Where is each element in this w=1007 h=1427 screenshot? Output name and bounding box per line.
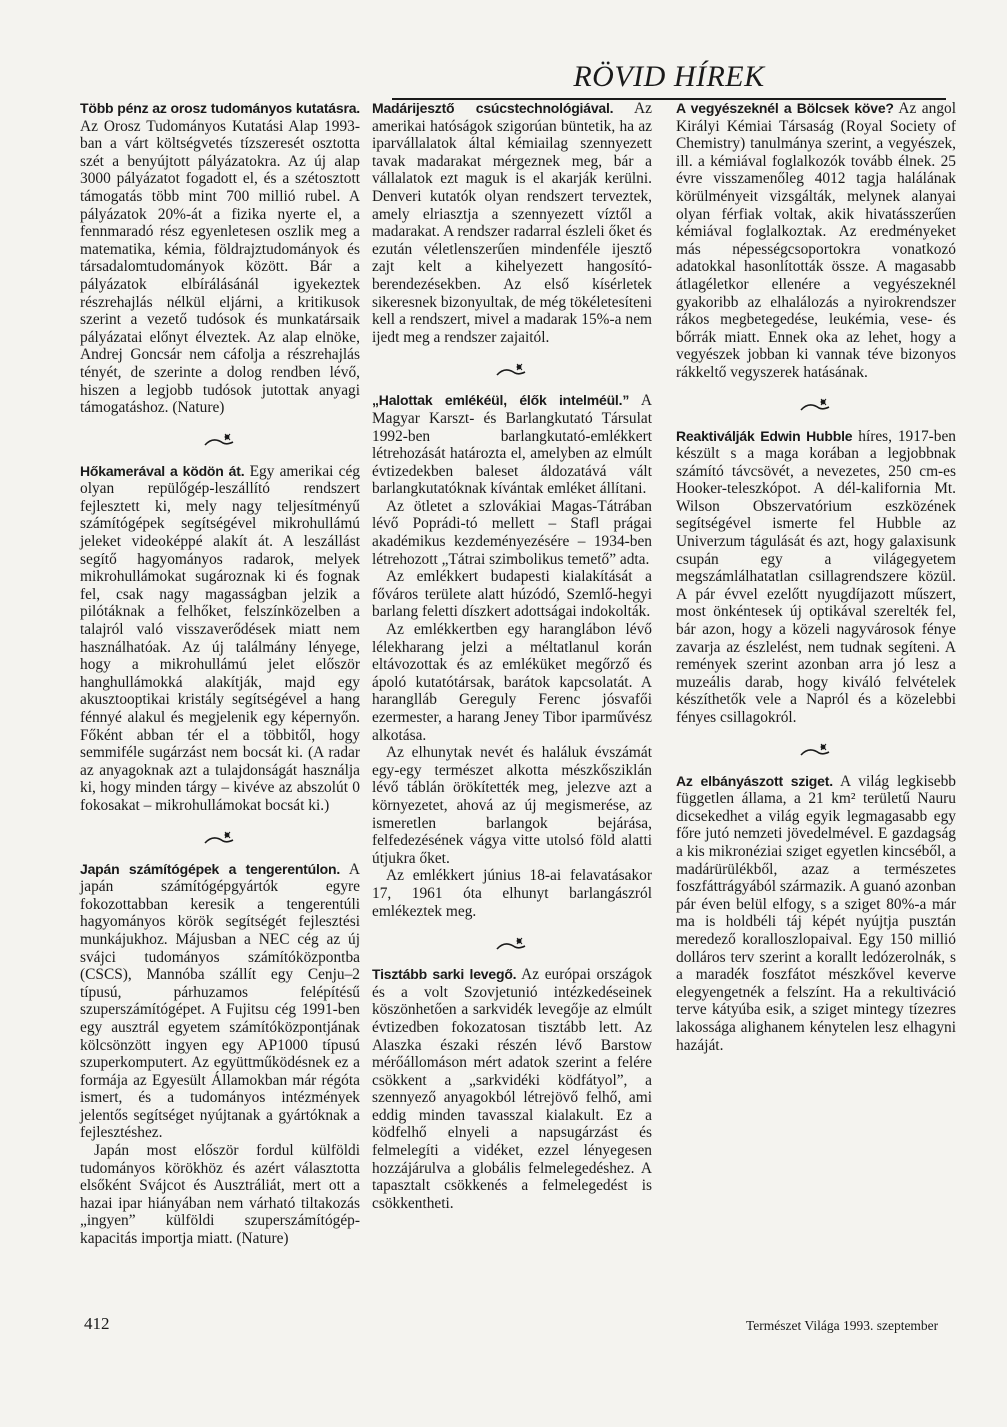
- article: [80, 861, 360, 1248]
- article: [676, 773, 956, 1055]
- column-1: [80, 100, 360, 1248]
- journal-footer: Természet Világa 1993. szeptember: [746, 1318, 939, 1333]
- article-text: Az elhunytak nevét és haláluk évszámát egy-egy természet alkotta mészkősziklán lévő táblán örökítették meg, jelezve azt a környezetet, ahová az új megismerése, az ismeretlen barlangok bejárása, felfedezésének vágya vitte utolsó föld alatti útjukra őket.: [372, 744, 652, 867]
- ornament-icon: [372, 926, 652, 960]
- article-text: Az európai országok és a volt Szovjetunió intézkedéseinek köszönhetően a sarkvidék levegője az elmúlt évtizedben fokozatosan tisztább lett. Az Alaszka északi részén lévő Barstow mérőállomáson mért adatok szerint a felére csökkent a „sarkvidéki ködfátyol”, a szennyező anyagokból létrejövő felhő, ami eddig minden tavasszal kialakult. Ez a ködfelhő elnyeli a napsugárzást és felmelegíti a vidéket, ezzel lényegesen hozzájárulva a globális felmelegedéshez. A tapasztalt csökkenés a felmelegedést is csökkentheti.: [372, 966, 653, 1212]
- article-title: A vegyészeknél a Bölcsek köve?: [676, 100, 894, 116]
- ornament-icon: [80, 423, 360, 457]
- article-title: „Halottak emlékéül, élők intelméül.”: [372, 392, 630, 409]
- article-text: Az ötletet a szlovákiai Magas-Tátrában lévő Poprádi-tó mellett – Stafl prágai akadémikus kezdeményezésére – 1934-ben létrehozott „Tátrai szimbolikus temető” adta.: [372, 497, 652, 568]
- article-text: Az amerikai hatóságok szigorúan büntetik, ha az iparvállalatok által kémiailag szennyezett tavak madarakat mérgeznek meg, bár a vállalatok ezt maguk is el akarják kerülni. Denveri kutatók olyan rendszert terveztek, amely elriasztja a szennyezett víztől a madarakat. A rendszer radarral észleli őket és ezután véletlenszerűen mindenféle ijesztő zajt kelt a kihelyezett hangosító-berendezésekben. Az első kísérletek sikeresnek bizonyultak, de még tökéletesíteni kell a rendszert, mivel a madarak 15%-a nem ijedt meg a rendszer zajaitól.: [372, 100, 652, 346]
- article: [372, 392, 652, 920]
- column-3: [676, 100, 956, 1054]
- article-title: Az elbányászott sziget.: [676, 772, 833, 789]
- article-title: Több pénz az orosz tudományos kutatásra.: [80, 100, 360, 116]
- page-number: 412: [84, 1314, 110, 1333]
- article-text: A japán számítógépgyártók egyre fokozottabban keresik a tengerentúli hagyományos körök segítségét fejlesztési munkájukhoz. Májusban a NEC cég az új svájci tudományos számítóközpontba (CSCS), Mannóba szállít egy Cenju–2 típusú, párhuzamos felépítésű szuperszámítógépet. A Fujitsu cég 1991-ben egy ausztrál egyetem számítóközpontjának kölcsönzött ingyen egy AP1000 típusú szuperkomputert. Az együttműködésnek ez a formája az Egyesült Államokban már régóta ismert, és a tudományos intézmények jelentős segítséget nyújtanak a gyártóknak a fejlesztéshez.: [80, 860, 361, 1142]
- article-text: A Magyar Karszt- és Barlangkutató Társulat 1992-ben barlangkutató-emlékkert létrehozását határozta el, amelyben az elmúlt évtizedekben baleset áldozatává vált barlangkutatóknak kívántak emléket állítani.: [372, 392, 652, 498]
- article-title: Madárijesztő csúcstechnológiával.: [372, 100, 614, 116]
- article: [80, 100, 360, 417]
- article-text: híres, 1917-ben készült s a maga korában a legjobbnak számító távcsövét, a nevezetes, 250 cm-es Hooker-teleszkópot. A dél-kalifornia Mt. Wilson Obszervatórium eszközének segítségével ismerte fel Hubble az Univerzum tágulását és azt, hogy galaxisunk csupán egy a világegyetem megszámlálhatatlan csillagrendszere közül. A pár évvel ezelőtt nyugdíjazott műszert, most önkéntesek új optikával szerelték fel, bár azon, hogy a közeli nagyvárosok fénye zavarja az észlelést, nem tudnak segíteni. A remények szerint azonban arra jó lesz a muzeális darab, hogy kiváló felvételek készíthetők vele a Napról és a közelebbi fényes csillagokról.: [676, 427, 956, 726]
- ornament-icon: [676, 733, 956, 767]
- article-text: Japán most először fordul külföldi tudományos körökhöz és azért választotta elsőként Svájcot és Ausztráliát, mert ott a hazai ipar hiányában nem várható tiltakozás „ingyen” külföldi szuperszámítógép-kapacitás importja miatt. (Nature): [80, 1142, 360, 1248]
- ornament-icon: [80, 821, 360, 855]
- article-title: Hőkamerával a ködön át.: [80, 462, 245, 479]
- article-text: Egy amerikai cég olyan repülőgép-leszállító rendszert fejlesztett ki, mely nagy teljesítményű számítógépek segítségével mikrohullámú jeleket videoképpé alakít át. A leszállást segítő hagyományos radarok, melyek mikrohullámokat sugároznak ki és fognak fel, csak nagy magasságban jelzik a pilótáknak a felhőket, felszínközelben a talajról való visszaverődések miatt nem használhatóak. Az új találmány lényege, hogy a mikrohullámú jelet először hanghullámokká alakítják, majd egy akusztooptikai kristály segítségével a hang fénnyé alakul és megjelenik egy képernyőn. Főként abban tér el a többitől, hogy semmiféle sugárzást nem bocsát ki. (A radar az anyagoknak azt a tulajdonságát használja ki, hogy minden tárgy – kivéve az abszolút 0 fokosakat – mikrohullámokat bocsát ki.): [80, 462, 360, 814]
- article-text: Az emlékkert budapesti kialakítását a főváros területe alatt húzódó, Szemlő-hegyi barlang feletti díszkert adottságai indokolták.: [372, 568, 652, 621]
- article: [676, 428, 956, 727]
- article: [80, 463, 360, 815]
- column-2-main: [372, 100, 652, 1212]
- article-title: Tisztább sarki levegő.: [372, 966, 517, 983]
- ornament-icon: [372, 352, 652, 386]
- article-text: Az emlékkert június 18-ai felavatásakor 17, 1961 óta elhunyt barlangászról emlékeztek meg.: [372, 867, 652, 920]
- section-header: [392, 60, 946, 94]
- article-text: Az Orosz Tudományos Kutatási Alap 1993-ban a várt költségvetés tízszeresét osztotta szét a benyújtott pályázatokra. Az új alap 3000 pályázatot fogadott el, és a szétosztott támogatás több mint 700 millió rubel. A pályázatok 20%-át a fizika nyerte el, a fennmaradó rész egyenletesen oszlik meg a matematika, kémia, földrajztudományok és társadalomtudományok között. Bár a pályázatok elbírálásánál igyekeztek részrehajlás nélkül eljárni, a kritikusok szerint a vezető tudósok és munkatársaik pályázatai előnyt élveztek. Az alap elnöke, Andrej Goncsár nem cáfolja a részrehajlás tényét, de szerinte a dolog rendben lévő, hiszen a legjobb tudósok jutottak anyagi támogatáshoz. (Nature): [80, 117, 360, 417]
- article: [372, 966, 652, 1212]
- article: [676, 100, 956, 382]
- article-title: Reaktiválják Edwin Hubble: [676, 427, 853, 444]
- article-text: Az angol Királyi Kémiai Társaság (Royal Society of Chemistry) tanulmánya szerint, a vegyészek, ill. a kémiával foglalkozók tovább élnek. 25 évre visszamenőleg 4012 tagja halálának körülményeit vizsgálták, melynek alanyai olyan férfiak voltak, akik hivatásszerűen kémiával foglalkoztak. Az eredményeket más népességcsoportokra vonatkozó adatokkal hasonlították össze. A magasabb átlagéletkor ellenére a vegyészeknél gyakoribb az elhalálozás a nyirokrendszer rákos megbetegedése, leukémia, vese- és bőrrák miatt. Ennek oka az lehet, hogy a vegyészek jobban ki vannak téve bizonyos rákkeltő vegyszerek hatásának.: [676, 100, 956, 381]
- article-text: Az emlékkertben egy haranglábon lévő lélekharang jelzi a méltatlanul korán eltávozottak és az emléküket megőrző és ápoló kutatótársak, barátok kapcsolatát. A haranglláb Gereguly Ferenc jósvafői ezermester, a harang Jeney Tibor iparművész alkotása.: [372, 621, 652, 744]
- section-title: RÖVID HÍREK: [573, 60, 765, 93]
- article-text: A világ legkisebb független állama, a 21 km² területű Nauru dicsekedhet a világ egyik legmagasabb egy főre jutó nemzeti jövedelmével. E gazdagság a kis mikronéziai sziget egyetlen kincséből, a madárürülékből, azaz a természetes foszfáttrágyából származik. A guanó azonban pár éven belül elfogy, s a sziget 80%-a már ma is holdbéli táj képét nyújtja pusztán meredező koralloszlopaival. Egy 150 millió dolláros terv szerint a korallt ledózerolnák, s a maradék foszfátot mészkővel keverve elegyengetnék a felszínt. Ha a rekultiváció terve kátyúba esik, a sziget mintegy tízezres lakossága alighanem kénytelen lesz elhagyni hazáját.: [676, 772, 956, 1054]
- ornament-icon: [676, 388, 956, 422]
- article: [372, 100, 652, 346]
- article-title: Japán számítógépek a tengerentúlon.: [80, 860, 341, 877]
